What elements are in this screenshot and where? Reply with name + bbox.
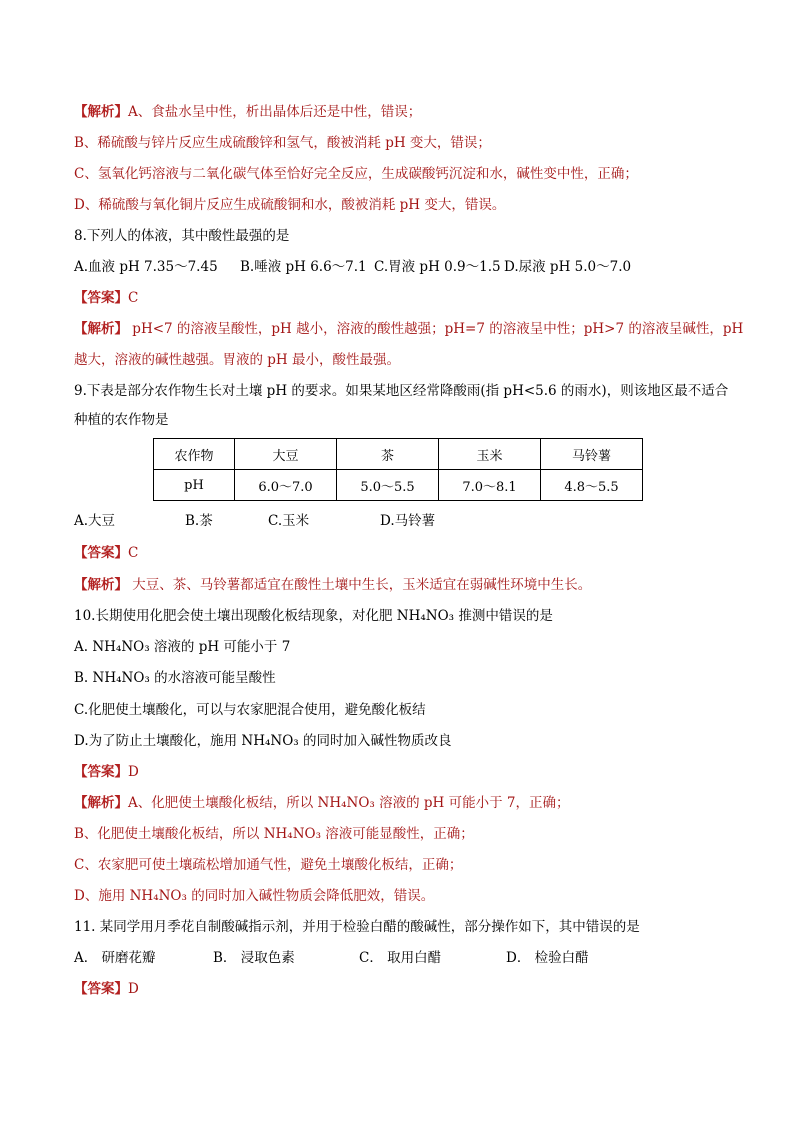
q10-option-a: A. NH₄NO₃ 溶液的 pH 可能小于 7 <box>74 639 291 655</box>
table-cell: 7.0～8.1 <box>439 470 541 501</box>
q10-analysis-d: D、施用 NH₄NO₃ 的同时加入碱性物质会降低肥效，错误。 <box>74 888 435 904</box>
q8-answer: 【答案】C <box>74 290 139 306</box>
q10-analysis-c: C、农家肥可使土壤疏松增加通气性，避免土壤酸化板结，正确； <box>74 857 463 873</box>
q9-answer: 【答案】C <box>74 545 139 561</box>
table-row <box>154 470 643 501</box>
q9-stem-1: 9.下表是部分农作物生长对土壤 pH 的要求。如果某地区经常降酸雨(指 pH<5.6 的雨水)，则该地区最不适合 <box>74 383 729 399</box>
q10-analysis-a: 【解析】A、化肥使土壤酸化板结，所以 NH₄NO₃ 溶液的 pH 可能小于 7，正确； <box>74 795 570 811</box>
q11-stem: 11. 某同学用月季花自制酸碱指示剂，并用于检验白醋的酸碱性，部分操作如下，其中错误的是 <box>74 919 640 935</box>
table-cell: 5.0～5.5 <box>337 470 439 501</box>
q8-option-b: B.唾液 pH 6.6～7.1 <box>240 259 367 275</box>
q7-analysis-d: D、稀硫酸与氧化铜片反应生成硫酸铜和水，酸被消耗 pH 变大，错误。 <box>74 197 506 213</box>
q9-option-d: D.马铃薯 <box>380 513 436 529</box>
q11-option-b: B． 浸取色素 <box>213 950 295 966</box>
table-cell: 农作物 <box>154 439 235 470</box>
q8-option-c: C.胃液 pH 0.9～1.5 <box>374 259 501 275</box>
q11-option-d: D． 检验白醋 <box>506 950 589 966</box>
q11-option-c: C． 取用白醋 <box>359 950 442 966</box>
q8-option-d: D.尿液 pH 5.0～7.0 <box>504 259 632 275</box>
q10-stem: 10.长期使用化肥会使土壤出现酸化板结现象，对化肥 NH₄NO₃ 推测中错误的是 <box>74 608 553 624</box>
q9-stem-2: 种植的农作物是 <box>74 412 169 428</box>
analysis-tag: 【解析】 <box>74 104 128 120</box>
q10-option-c: C.化肥使土壤酸化，可以与农家肥混合使用，避免酸化板结 <box>74 702 426 718</box>
table-cell: 马铃薯 <box>541 439 643 470</box>
q11-answer: 【答案】D <box>74 981 139 997</box>
q10-answer: 【答案】D <box>74 764 139 780</box>
q10-option-b: B. NH₄NO₃ 的水溶液可能呈酸性 <box>74 670 276 686</box>
table-cell: 6.0～7.0 <box>235 470 337 501</box>
q11-option-a: A． 研磨花瓣 <box>74 950 156 966</box>
q8-analysis-2: 越大，溶液的碱性越强。胃液的 pH 最小，酸性最强。 <box>74 352 400 368</box>
q10-analysis-b: B、化肥使土壤酸化板结，所以 NH₄NO₃ 溶液可能显酸性，正确； <box>74 826 474 842</box>
q8-stem: 8.下列人的体液，其中酸性最强的是 <box>74 228 290 244</box>
q9-option-b: B.茶 <box>185 513 213 529</box>
table-cell: pH <box>154 470 235 501</box>
q9-analysis: 【解析】 大豆、茶、马铃薯都适宜在酸性土壤中生长，玉米适宜在弱碱性环境中生长。 <box>74 577 592 593</box>
q8-analysis-1: 【解析】 pH<7 的溶液呈酸性，pH 越小，溶液的酸性越强；pH=7 的溶液呈中性；pH>7 的溶液呈碱性，pH <box>74 321 744 337</box>
table-cell: 大豆 <box>235 439 337 470</box>
table-cell: 玉米 <box>439 439 541 470</box>
crop-ph-table <box>153 438 643 501</box>
table-cell: 4.8～5.5 <box>541 470 643 501</box>
q10-option-d: D.为了防止土壤酸化，施用 NH₄NO₃ 的同时加入碱性物质改良 <box>74 733 452 749</box>
table-header-row <box>154 439 643 470</box>
q7-analysis-c: C、氢氧化钙溶液与二氧化碳气体至恰好完全反应，生成碳酸钙沉淀和水，碱性变中性，正确； <box>74 166 638 182</box>
table-cell: 茶 <box>337 439 439 470</box>
q9-option-a: A.大豆 <box>74 513 116 529</box>
q7-analysis-b: B、稀硫酸与锌片反应生成硫酸锌和氢气，酸被消耗 pH 变大，错误； <box>74 135 491 151</box>
q8-option-a: A.血液 pH 7.35～7.45 <box>74 259 218 275</box>
q9-option-c: C.玉米 <box>268 513 310 529</box>
q7-analysis-a: 【解析】A、食盐水呈中性，析出晶体后还是中性，错误； <box>74 104 422 120</box>
